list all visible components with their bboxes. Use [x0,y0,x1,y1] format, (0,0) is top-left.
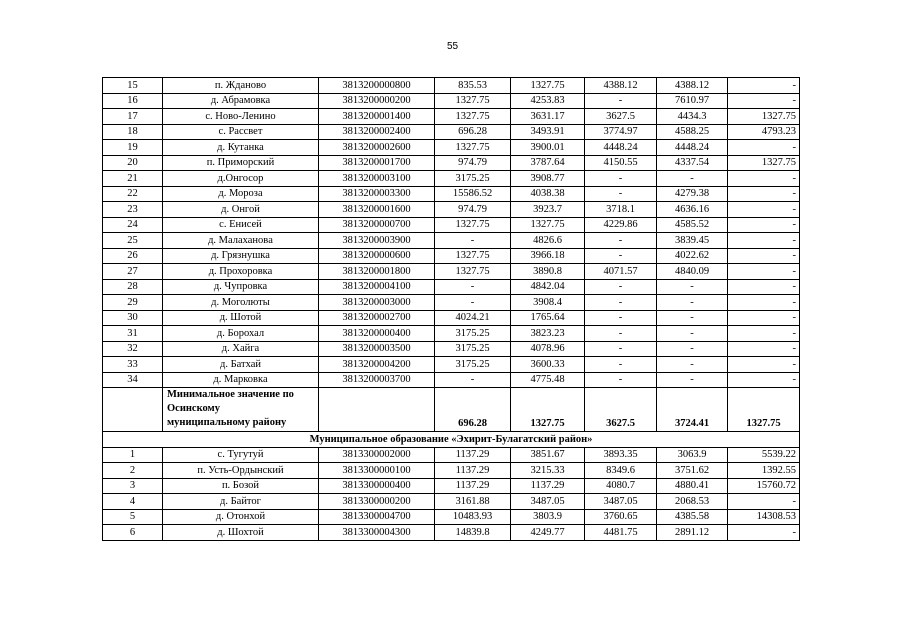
value-5-cell: - [728,264,800,280]
value-1-cell: 3175.25 [435,326,511,342]
value-3-cell: 3627.5 [585,109,657,125]
summary-row [103,388,800,432]
value-3-cell: - [585,248,657,264]
value-1-cell: 14839.8 [435,525,511,541]
summary-label-line: Минимальное значение по [167,389,294,400]
value-5-cell: 4793.23 [728,124,800,140]
oktmo-code-cell: 3813200001700 [319,155,435,171]
oktmo-code-cell: 3813200001400 [319,109,435,125]
value-2-cell: 4038.38 [511,186,585,202]
table-row [103,494,800,510]
oktmo-code-cell: 3813300004700 [319,509,435,525]
value-5-cell: - [728,295,800,311]
value-5-cell: - [728,78,800,94]
value-3-cell: 4448.24 [585,140,657,156]
value-1-cell: 1327.75 [435,93,511,109]
oktmo-code-cell: 3813200002600 [319,140,435,156]
value-1-cell: 15586.52 [435,186,511,202]
value-4-cell: 4448.24 [657,140,728,156]
table-row [103,217,800,233]
settlement-name-cell: с. Ново-Ленино [163,109,319,125]
settlement-name-cell: д. Моголюты [163,295,319,311]
value-4-cell: 4636.16 [657,202,728,218]
oktmo-code-cell: 3813200000700 [319,217,435,233]
summary-blank-cell [319,388,435,432]
value-2-cell: 3908.77 [511,171,585,187]
value-4-cell: 4388.12 [657,78,728,94]
value-5-cell: - [728,357,800,373]
summary-value: 1327.75 [728,388,800,432]
settlement-name-cell: д. Марковка [163,372,319,388]
value-5-cell: 5539.22 [728,447,800,463]
table-row [103,186,800,202]
settlement-name-cell: д.Онгосор [163,171,319,187]
value-4-cell: 4840.09 [657,264,728,280]
value-5-cell: - [728,279,800,295]
value-3-cell: - [585,326,657,342]
value-2-cell: 3966.18 [511,248,585,264]
value-4-cell: 4279.38 [657,186,728,202]
value-2-cell: 4253.83 [511,93,585,109]
settlement-name-cell: п. Приморский [163,155,319,171]
oktmo-code-cell: 3813200001800 [319,264,435,280]
row-number-cell: 29 [103,295,163,311]
value-3-cell: 8349.6 [585,463,657,479]
value-4-cell: - [657,279,728,295]
settlement-name-cell: с. Рассвет [163,124,319,140]
value-4-cell: - [657,341,728,357]
table-row [103,447,800,463]
value-3-cell: 3760.65 [585,509,657,525]
value-5-cell: - [728,310,800,326]
settlement-name-cell: д. Байтог [163,494,319,510]
value-4-cell: - [657,326,728,342]
value-2-cell: 3487.05 [511,494,585,510]
value-3-cell: - [585,310,657,326]
settlement-name-cell: д. Грязнушка [163,248,319,264]
table-row [103,155,800,171]
settlement-name-cell: с. Енисей [163,217,319,233]
value-2-cell: 4842.04 [511,279,585,295]
value-2-cell: 3900.01 [511,140,585,156]
row-number-cell: 15 [103,78,163,94]
tariff-table [102,77,800,541]
value-4-cell: 3839.45 [657,233,728,249]
summary-value: 3627.5 [585,388,657,432]
value-4-cell: 4337.54 [657,155,728,171]
value-3-cell: - [585,233,657,249]
value-1-cell: 1137.29 [435,463,511,479]
settlement-name-cell: п. Бозой [163,478,319,494]
value-5-cell: - [728,248,800,264]
value-1-cell: - [435,372,511,388]
value-5-cell: - [728,171,800,187]
value-4-cell: 4022.62 [657,248,728,264]
value-3-cell: - [585,171,657,187]
settlement-name-cell: д. Прохоровка [163,264,319,280]
value-1-cell: 3175.25 [435,357,511,373]
value-5-cell: - [728,202,800,218]
value-2-cell: 4249.77 [511,525,585,541]
settlement-name-cell: п. Усть-Ордынский [163,463,319,479]
oktmo-code-cell: 3813200000200 [319,93,435,109]
value-2-cell: 4775.48 [511,372,585,388]
value-2-cell: 3803.9 [511,509,585,525]
summary-label-line: Осинскому [167,403,220,414]
table-row [103,233,800,249]
oktmo-code-cell: 3813300002000 [319,447,435,463]
oktmo-code-cell: 3813200000400 [319,326,435,342]
table-row [103,357,800,373]
value-3-cell: 4071.57 [585,264,657,280]
row-number-cell: 16 [103,93,163,109]
oktmo-code-cell: 3813200003700 [319,372,435,388]
table-summary [103,388,800,448]
summary-label [163,388,319,432]
table-row [103,279,800,295]
settlement-name-cell: д. Шохтой [163,525,319,541]
value-3-cell: 4080.7 [585,478,657,494]
value-5-cell: 15760.72 [728,478,800,494]
value-2-cell: 3890.8 [511,264,585,280]
row-number-cell: 22 [103,186,163,202]
value-4-cell: - [657,171,728,187]
value-4-cell: 3063.9 [657,447,728,463]
oktmo-code-cell: 3813200003000 [319,295,435,311]
value-3-cell: 3774.97 [585,124,657,140]
settlement-name-cell: д. Кутанка [163,140,319,156]
table-row [103,525,800,541]
value-1-cell: 835.53 [435,78,511,94]
page-number: 55 [446,41,459,52]
value-2-cell: 1765.64 [511,310,585,326]
oktmo-code-cell: 3813200003500 [319,341,435,357]
oktmo-code-cell: 3813300000100 [319,463,435,479]
value-1-cell: 1327.75 [435,248,511,264]
value-3-cell: 4150.55 [585,155,657,171]
value-3-cell: - [585,93,657,109]
table-row [103,478,800,494]
settlement-name-cell: д. Батхай [163,357,319,373]
settlement-name-cell: д. Борохал [163,326,319,342]
table-row [103,202,800,218]
value-3-cell: 3487.05 [585,494,657,510]
value-3-cell: - [585,372,657,388]
oktmo-code-cell: 3813200002400 [319,124,435,140]
table-row [103,341,800,357]
value-2-cell: 1327.75 [511,78,585,94]
row-number-cell: 28 [103,279,163,295]
settlement-name-cell: д. Мороза [163,186,319,202]
settlement-name-cell: с. Тугутуй [163,447,319,463]
value-5-cell: 14308.53 [728,509,800,525]
summary-value: 1327.75 [511,388,585,432]
value-3-cell: - [585,357,657,373]
value-2-cell: 1137.29 [511,478,585,494]
value-2-cell: 3493.91 [511,124,585,140]
value-3-cell: - [585,295,657,311]
value-5-cell: 1327.75 [728,155,800,171]
value-1-cell: 1137.29 [435,478,511,494]
table-row [103,93,800,109]
value-4-cell: 4588.25 [657,124,728,140]
value-1-cell: 974.79 [435,155,511,171]
row-number-cell: 6 [103,525,163,541]
value-1-cell: 3175.25 [435,341,511,357]
row-number-cell: 17 [103,109,163,125]
summary-label-line: муниципальному району [167,417,287,428]
settlement-name-cell: п. Жданово [163,78,319,94]
table-row [103,109,800,125]
table-row [103,326,800,342]
table-row [103,171,800,187]
row-number-cell: 2 [103,463,163,479]
value-4-cell: 4434.3 [657,109,728,125]
value-3-cell: - [585,279,657,295]
oktmo-code-cell: 3813200000600 [319,248,435,264]
row-number-cell: 19 [103,140,163,156]
value-1-cell: 3161.88 [435,494,511,510]
table-row [103,264,800,280]
table-body-top [103,78,800,388]
settlement-name-cell: д. Онгой [163,202,319,218]
settlement-name-cell: д. Шотой [163,310,319,326]
value-2-cell: 4078.96 [511,341,585,357]
value-5-cell: - [728,140,800,156]
value-5-cell: - [728,93,800,109]
value-4-cell: - [657,295,728,311]
value-3-cell: 3893.35 [585,447,657,463]
settlement-name-cell: д. Чупровка [163,279,319,295]
oktmo-code-cell: 3813200003300 [319,186,435,202]
table-row [103,463,800,479]
row-number-cell: 31 [103,326,163,342]
oktmo-code-cell: 3813200001600 [319,202,435,218]
row-number-cell: 5 [103,509,163,525]
settlement-name-cell: д. Малахановa [163,233,319,249]
value-5-cell: - [728,372,800,388]
settlement-name-cell: д. Абрамовка [163,93,319,109]
value-4-cell: 2891.12 [657,525,728,541]
row-number-cell: 27 [103,264,163,280]
value-2-cell: 3851.67 [511,447,585,463]
oktmo-code-cell: 3813200000800 [319,78,435,94]
settlement-name-cell: д. Хайга [163,341,319,357]
value-1-cell: 1137.29 [435,447,511,463]
row-number-cell: 30 [103,310,163,326]
value-3-cell: 3718.1 [585,202,657,218]
row-number-cell: 20 [103,155,163,171]
value-3-cell: - [585,186,657,202]
value-1-cell: - [435,295,511,311]
value-4-cell: 4585.52 [657,217,728,233]
oktmo-code-cell: 3813200004200 [319,357,435,373]
value-1-cell: 3175.25 [435,171,511,187]
summary-value: 696.28 [435,388,511,432]
value-1-cell: 1327.75 [435,140,511,156]
value-2-cell: 3215.33 [511,463,585,479]
value-2-cell: 3923.7 [511,202,585,218]
table-row [103,140,800,156]
value-5-cell: - [728,494,800,510]
value-4-cell: - [657,357,728,373]
value-1-cell: 696.28 [435,124,511,140]
value-5-cell: - [728,326,800,342]
value-1-cell: - [435,279,511,295]
row-number-cell: 34 [103,372,163,388]
oktmo-code-cell: 3813300000400 [319,478,435,494]
row-number-cell: 1 [103,447,163,463]
value-5-cell: - [728,525,800,541]
value-3-cell: 4481.75 [585,525,657,541]
oktmo-code-cell: 3813300004300 [319,525,435,541]
value-5-cell: 1392.55 [728,463,800,479]
oktmo-code-cell: 3813200002700 [319,310,435,326]
value-3-cell: - [585,341,657,357]
value-3-cell: 4229.86 [585,217,657,233]
value-4-cell: - [657,310,728,326]
value-1-cell: 974.79 [435,202,511,218]
value-5-cell: - [728,341,800,357]
table-row [103,372,800,388]
value-4-cell: 7610.97 [657,93,728,109]
table-row [103,310,800,326]
value-3-cell: 4388.12 [585,78,657,94]
value-4-cell: 2068.53 [657,494,728,510]
oktmo-code-cell: 3813200003100 [319,171,435,187]
value-1-cell: 1327.75 [435,217,511,233]
row-number-cell: 21 [103,171,163,187]
table-row [103,78,800,94]
value-1-cell: 1327.75 [435,109,511,125]
value-1-cell: 10483.93 [435,509,511,525]
value-2-cell: 3823.23 [511,326,585,342]
value-2-cell: 3631.17 [511,109,585,125]
row-number-cell: 33 [103,357,163,373]
settlement-name-cell: д. Отонхой [163,509,319,525]
value-4-cell: 3751.62 [657,463,728,479]
summary-value: 3724.41 [657,388,728,432]
row-number-cell: 18 [103,124,163,140]
oktmo-code-cell: 3813300000200 [319,494,435,510]
value-1-cell: 4024.21 [435,310,511,326]
row-number-cell: 25 [103,233,163,249]
row-number-cell: 23 [103,202,163,218]
value-2-cell: 3600.33 [511,357,585,373]
value-2-cell: 3787.64 [511,155,585,171]
value-2-cell: 3908.4 [511,295,585,311]
row-number-cell: 3 [103,478,163,494]
section-header-row [103,432,800,448]
row-number-cell: 32 [103,341,163,357]
value-4-cell: 4385.58 [657,509,728,525]
oktmo-code-cell: 3813200003900 [319,233,435,249]
oktmo-code-cell: 3813200004100 [319,279,435,295]
value-5-cell: - [728,233,800,249]
value-2-cell: 4826.6 [511,233,585,249]
value-1-cell: - [435,233,511,249]
table-row [103,295,800,311]
row-number-cell: 4 [103,494,163,510]
section-title: Муниципальное образование «Эхирит-Булагатский район» [103,432,800,448]
value-1-cell: 1327.75 [435,264,511,280]
table-row [103,124,800,140]
summary-blank-cell [103,388,163,432]
value-5-cell: - [728,217,800,233]
table-row [103,509,800,525]
table-row [103,248,800,264]
table-body-bottom [103,447,800,540]
value-2-cell: 1327.75 [511,217,585,233]
value-5-cell: 1327.75 [728,109,800,125]
value-4-cell: 4880.41 [657,478,728,494]
row-number-cell: 26 [103,248,163,264]
row-number-cell: 24 [103,217,163,233]
value-5-cell: - [728,186,800,202]
value-4-cell: - [657,372,728,388]
